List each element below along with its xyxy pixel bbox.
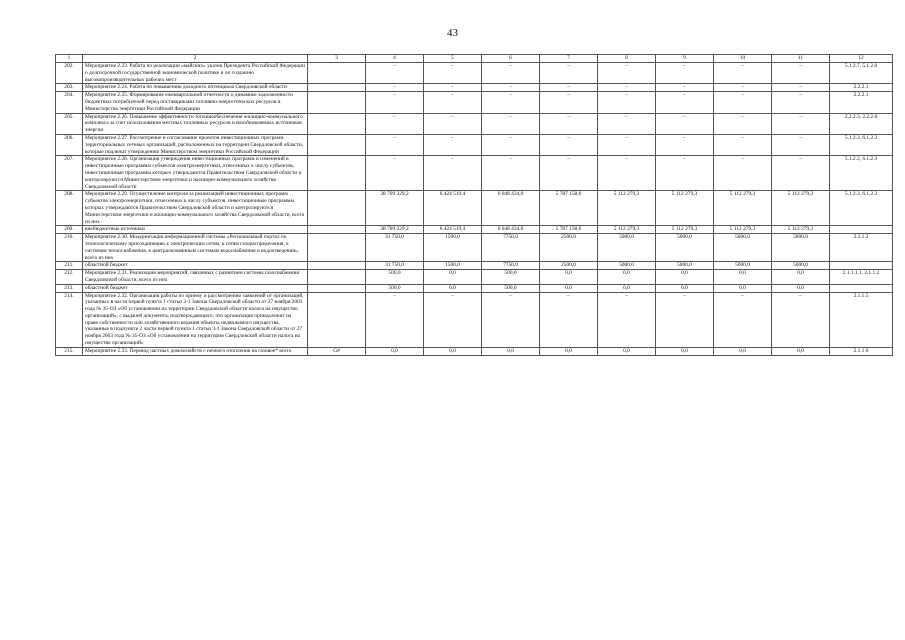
target-indicator-cell <box>830 284 893 292</box>
year-5-cell: 5000,0 <box>656 262 714 270</box>
activity-description-cell: внебюджетные источники <box>83 226 308 234</box>
column-number-cell: 4 <box>366 55 424 63</box>
year-3-cell: 0,0 <box>540 347 598 355</box>
year-3-cell: – <box>540 84 598 92</box>
year-6-cell: – <box>714 134 772 155</box>
year-1-cell: 1500,0 <box>424 262 482 270</box>
year-2-cell: – <box>482 156 540 191</box>
year-6-cell: 5000,0 <box>714 234 772 262</box>
row-number-cell: 209. <box>56 226 83 234</box>
column-number-header-row <box>56 55 893 63</box>
total-amount-cell: – <box>366 113 424 134</box>
column-3-cell: G# <box>308 347 366 355</box>
year-2-cell: – <box>482 134 540 155</box>
column-number-cell: 2 <box>83 55 308 63</box>
total-amount-cell: – <box>366 63 424 84</box>
column-3-cell <box>308 234 366 262</box>
total-amount-cell: 38 709 229,2 <box>366 191 424 226</box>
year-5-cell: 5 112 279,3 <box>656 191 714 226</box>
activity-description-cell: Мероприятие 2.32. Организация работы по приему и рассмотрению заявлений от организаций, указанных в части первой пункта 1 статьи 3-1 Закона Свердловской области от 27 ноября 2003 года № 35-ОЗ «Об установлении на территории Свердловской области налога на имущество организаций», с выдачей документа, подтверждающего, что организация принадлежит на праве собственности или хозяйственного ведения объекты недвижимого имущества, указанные в подпункте 2 части первой пункта 1 статьи 3-1 Закона Свердловской области от 27 ноября 2003 года № 35-ОЗ «Об установлении на территории Свердловской области налога на имущество организаций» <box>83 292 308 347</box>
page-number: 43 <box>447 27 458 39</box>
table-row <box>56 234 893 262</box>
total-amount-cell: 31 750,0 <box>366 234 424 262</box>
year-5-cell: 5000,0 <box>656 234 714 262</box>
target-indicator-cell: 2.1.1.1.1, 2.1.1.2 <box>830 270 893 285</box>
column-3-cell <box>308 262 366 270</box>
column-3-cell <box>308 226 366 234</box>
year-2-cell: – <box>482 92 540 113</box>
year-2-cell: 500,0 <box>482 270 540 285</box>
year-5-cell: – <box>656 92 714 113</box>
year-4-cell: 5 112 279,3 <box>598 226 656 234</box>
column-3-cell <box>308 134 366 155</box>
year-4-cell: 5000,0 <box>598 262 656 270</box>
year-7-cell: – <box>772 292 830 347</box>
total-amount-cell: 31 750,0 <box>366 262 424 270</box>
year-4-cell: 0,0 <box>598 347 656 355</box>
row-number-cell: 211. <box>56 262 83 270</box>
year-3-cell: 2500,0 <box>540 262 598 270</box>
table-row <box>56 113 893 134</box>
row-number-cell: 205. <box>56 113 83 134</box>
year-6-cell: – <box>714 84 772 92</box>
year-2-cell: 7750,0 <box>482 262 540 270</box>
target-indicator-cell: 2.2.2.1 <box>830 84 893 92</box>
year-6-cell: 0,0 <box>714 347 772 355</box>
target-indicator-cell: 5.1.2.3, 6.1.2.3 <box>830 134 893 155</box>
year-1-cell: 0,0 <box>424 284 482 292</box>
year-3-cell: 0,0 <box>540 284 598 292</box>
row-number-cell: 206. <box>56 134 83 155</box>
target-indicator-cell: 5.1.2.3, 6.1.2.3 <box>830 191 893 226</box>
column-number-cell: 6 <box>482 55 540 63</box>
table-row <box>56 63 893 84</box>
year-5-cell: – <box>656 156 714 191</box>
year-6-cell: 5 112 279,3 <box>714 226 772 234</box>
column-3-cell <box>308 191 366 226</box>
year-4-cell: – <box>598 134 656 155</box>
year-1-cell: 6 424 519,4 <box>424 226 482 234</box>
year-3-cell: 5 787 158,6 <box>540 226 598 234</box>
target-indicator-cell: 5.1.2.3, 6.1.2.3 <box>830 156 893 191</box>
year-6-cell: – <box>714 92 772 113</box>
total-amount-cell: 38 709 229,2 <box>366 226 424 234</box>
year-4-cell: – <box>598 113 656 134</box>
column-3-cell <box>308 63 366 84</box>
table-row <box>56 156 893 191</box>
year-3-cell: 0,0 <box>540 270 598 285</box>
year-5-cell: – <box>656 134 714 155</box>
year-4-cell: 5000,0 <box>598 234 656 262</box>
year-7-cell: 5000,0 <box>772 262 830 270</box>
year-2-cell: – <box>482 292 540 347</box>
year-2-cell: 500,0 <box>482 284 540 292</box>
column-number-cell: 11 <box>772 55 830 63</box>
column-3-cell <box>308 113 366 134</box>
year-2-cell: 7750,0 <box>482 234 540 262</box>
year-6-cell: 0,0 <box>714 270 772 285</box>
activity-description-cell: Мероприятие 2.23. Работа по реализации «майских» указов Президента Российской Федерации о долгосрочной государственной экономической политике и по созданию высокопроизводительных рабочих мест <box>83 63 308 84</box>
table-row <box>56 92 893 113</box>
year-5-cell: 0,0 <box>656 270 714 285</box>
activity-description-cell: Мероприятие 2.29. Осуществление контроля за реализацией инвестиционных программ субъектов электроэнергетики, отнесенных к числу субъектов, инвестиционные программы которых утверждаются Правительством Свердловской области и контролируются Министерством энергетики и жилищно-коммунального хозяйства Свердловской области, всего из них <box>83 191 308 226</box>
row-number-cell: 213. <box>56 284 83 292</box>
column-number-cell: 1 <box>56 55 83 63</box>
year-5-cell: – <box>656 292 714 347</box>
activity-description-cell: областной бюджет <box>83 284 308 292</box>
activity-description-cell: Мероприятие 2.31. Реализация мероприятий, связанных с развитием системы газоснабжения Свердловской области, всего из них <box>83 270 308 285</box>
program-activities-table <box>55 54 893 356</box>
column-number-cell: 7 <box>540 55 598 63</box>
year-1-cell: – <box>424 92 482 113</box>
year-6-cell: 5 112 279,3 <box>714 191 772 226</box>
year-5-cell: – <box>656 113 714 134</box>
year-6-cell: – <box>714 292 772 347</box>
target-indicator-cell <box>830 226 893 234</box>
year-2-cell: – <box>482 63 540 84</box>
year-4-cell: – <box>598 156 656 191</box>
year-4-cell: – <box>598 292 656 347</box>
year-4-cell: – <box>598 63 656 84</box>
column-3-cell <box>308 92 366 113</box>
total-amount-cell: – <box>366 134 424 155</box>
year-6-cell: 0,0 <box>714 284 772 292</box>
year-2-cell: – <box>482 113 540 134</box>
year-7-cell: 0,0 <box>772 270 830 285</box>
year-1-cell: 0,0 <box>424 270 482 285</box>
column-number-cell: 12 <box>830 55 893 63</box>
year-7-cell: 5000,0 <box>772 234 830 262</box>
target-indicator-cell: 2.1.1.5 <box>830 292 893 347</box>
year-3-cell: – <box>540 92 598 113</box>
year-7-cell: – <box>772 92 830 113</box>
year-3-cell: – <box>540 63 598 84</box>
year-1-cell: – <box>424 113 482 134</box>
year-4-cell: – <box>598 84 656 92</box>
year-7-cell: 0,0 <box>772 347 830 355</box>
year-3-cell: 2500,0 <box>540 234 598 262</box>
column-number-cell: 5 <box>424 55 482 63</box>
year-1-cell: – <box>424 63 482 84</box>
total-amount-cell: 500,0 <box>366 284 424 292</box>
total-amount-cell: – <box>366 156 424 191</box>
year-7-cell: 5 112 279,3 <box>772 191 830 226</box>
activity-description-cell: Мероприятие 2.30. Модернизация информационной системы «Региональный портал по технологическому присоединению к электрическим сетям, к сетям газораспределения, к системам теплоснабжения, к централизованным системам водоснабжения и водоотведения», всего из них <box>83 234 308 262</box>
year-1-cell: 0,0 <box>424 347 482 355</box>
row-number-cell: 215. <box>56 347 83 355</box>
column-3-cell <box>308 84 366 92</box>
year-5-cell: – <box>656 63 714 84</box>
table-row <box>56 284 893 292</box>
row-number-cell: 203. <box>56 84 83 92</box>
column-number-cell: 8 <box>598 55 656 63</box>
target-indicator-cell: 5.1.2.7, 5.1.2.8 <box>830 63 893 84</box>
year-7-cell: 0,0 <box>772 284 830 292</box>
table-row <box>56 270 893 285</box>
column-3-cell <box>308 284 366 292</box>
year-6-cell: – <box>714 156 772 191</box>
year-7-cell: – <box>772 113 830 134</box>
year-1-cell: 1500,0 <box>424 234 482 262</box>
target-indicator-cell: 2.2.2.3, 2.2.2.8 <box>830 113 893 134</box>
year-3-cell: – <box>540 156 598 191</box>
table-row <box>56 84 893 92</box>
total-amount-cell: – <box>366 84 424 92</box>
year-1-cell: – <box>424 156 482 191</box>
year-6-cell: – <box>714 63 772 84</box>
activity-description-cell: областной бюджет <box>83 262 308 270</box>
row-number-cell: 212. <box>56 270 83 285</box>
activity-description-cell: Мероприятие 2.28. Организация утверждения инвестиционных программ и изменений в инвестиционные программы субъектов электроэнергетики, отнесенных к числу субъектов, инвестиционные программы которых утверждаются Правительством Свердловской области и контролируются Министерством энергетики и жилищно-коммунального хозяйства Свердловской области <box>83 156 308 191</box>
year-2-cell: 6 048 434,0 <box>482 226 540 234</box>
total-amount-cell: – <box>366 92 424 113</box>
activity-description-cell: Мероприятие 2.24. Работа по повышению доходного потенциала Свердловской области <box>83 84 308 92</box>
activity-description-cell: Мероприятие 2.26. Повышение эффективности топливообеспечения жилищно-коммунального комплекса за счет использования местных топливных ресурсов и возобновляемых источников энергии <box>83 113 308 134</box>
year-4-cell: 0,0 <box>598 270 656 285</box>
year-2-cell: – <box>482 84 540 92</box>
year-7-cell: – <box>772 84 830 92</box>
total-amount-cell: – <box>366 292 424 347</box>
column-3-cell <box>308 292 366 347</box>
year-2-cell: 6 048 434,0 <box>482 191 540 226</box>
table-row <box>56 191 893 226</box>
year-3-cell: – <box>540 113 598 134</box>
column-number-cell: 3 <box>308 55 366 63</box>
year-7-cell: 5 112 279,3 <box>772 226 830 234</box>
year-5-cell: 0,0 <box>656 347 714 355</box>
activity-description-cell: Мероприятие 2.27. Рассмотрение и согласование проектов инвестиционных программ территориальных сетевых организаций, расположенных на территории Свердловской области, которые подлежат утверждению Министерством энергетики Российской Федерации <box>83 134 308 155</box>
year-7-cell: – <box>772 63 830 84</box>
year-7-cell: – <box>772 134 830 155</box>
year-3-cell: – <box>540 134 598 155</box>
table-row <box>56 226 893 234</box>
row-number-cell: 210. <box>56 234 83 262</box>
row-number-cell: 208. <box>56 191 83 226</box>
row-number-cell: 204. <box>56 92 83 113</box>
table-row <box>56 262 893 270</box>
target-indicator-cell: 2.2.1.2 <box>830 234 893 262</box>
column-number-cell: 9 <box>656 55 714 63</box>
year-5-cell: 0,0 <box>656 284 714 292</box>
total-amount-cell: 500,0 <box>366 270 424 285</box>
activity-description-cell: Мероприятие 2.25. Формирование ежеквартальной отчетности о динамике задолженности бюджетных потребителей перед поставщиками топливно-энергетических ресурсов в Министерство энергетики Российской Федерации <box>83 92 308 113</box>
column-3-cell <box>308 156 366 191</box>
year-1-cell: – <box>424 84 482 92</box>
year-1-cell: – <box>424 292 482 347</box>
target-indicator-cell: 2.1.1.6 <box>830 347 893 355</box>
year-5-cell: – <box>656 84 714 92</box>
row-number-cell: 214. <box>56 292 83 347</box>
year-3-cell: – <box>540 292 598 347</box>
target-indicator-cell: 2.2.2.1 <box>830 92 893 113</box>
table-row <box>56 292 893 347</box>
year-5-cell: 5 112 279,3 <box>656 226 714 234</box>
year-6-cell: – <box>714 113 772 134</box>
column-3-cell <box>308 270 366 285</box>
row-number-cell: 202. <box>56 63 83 84</box>
row-number-cell: 207. <box>56 156 83 191</box>
total-amount-cell: 0,0 <box>366 347 424 355</box>
table-row <box>56 134 893 155</box>
column-number-cell: 10 <box>714 55 772 63</box>
activity-description-cell: Мероприятие 2.33. Перевод частных домохозяйств с печного отопления на газовое* всего <box>83 347 308 355</box>
year-2-cell: 0,0 <box>482 347 540 355</box>
year-6-cell: 5000,0 <box>714 262 772 270</box>
year-1-cell: 6 424 519,4 <box>424 191 482 226</box>
target-indicator-cell <box>830 262 893 270</box>
year-4-cell: – <box>598 92 656 113</box>
year-4-cell: 0,0 <box>598 284 656 292</box>
year-1-cell: – <box>424 134 482 155</box>
table-row <box>56 347 893 355</box>
year-3-cell: 5 787 158,6 <box>540 191 598 226</box>
year-4-cell: 5 112 279,3 <box>598 191 656 226</box>
year-7-cell: – <box>772 156 830 191</box>
